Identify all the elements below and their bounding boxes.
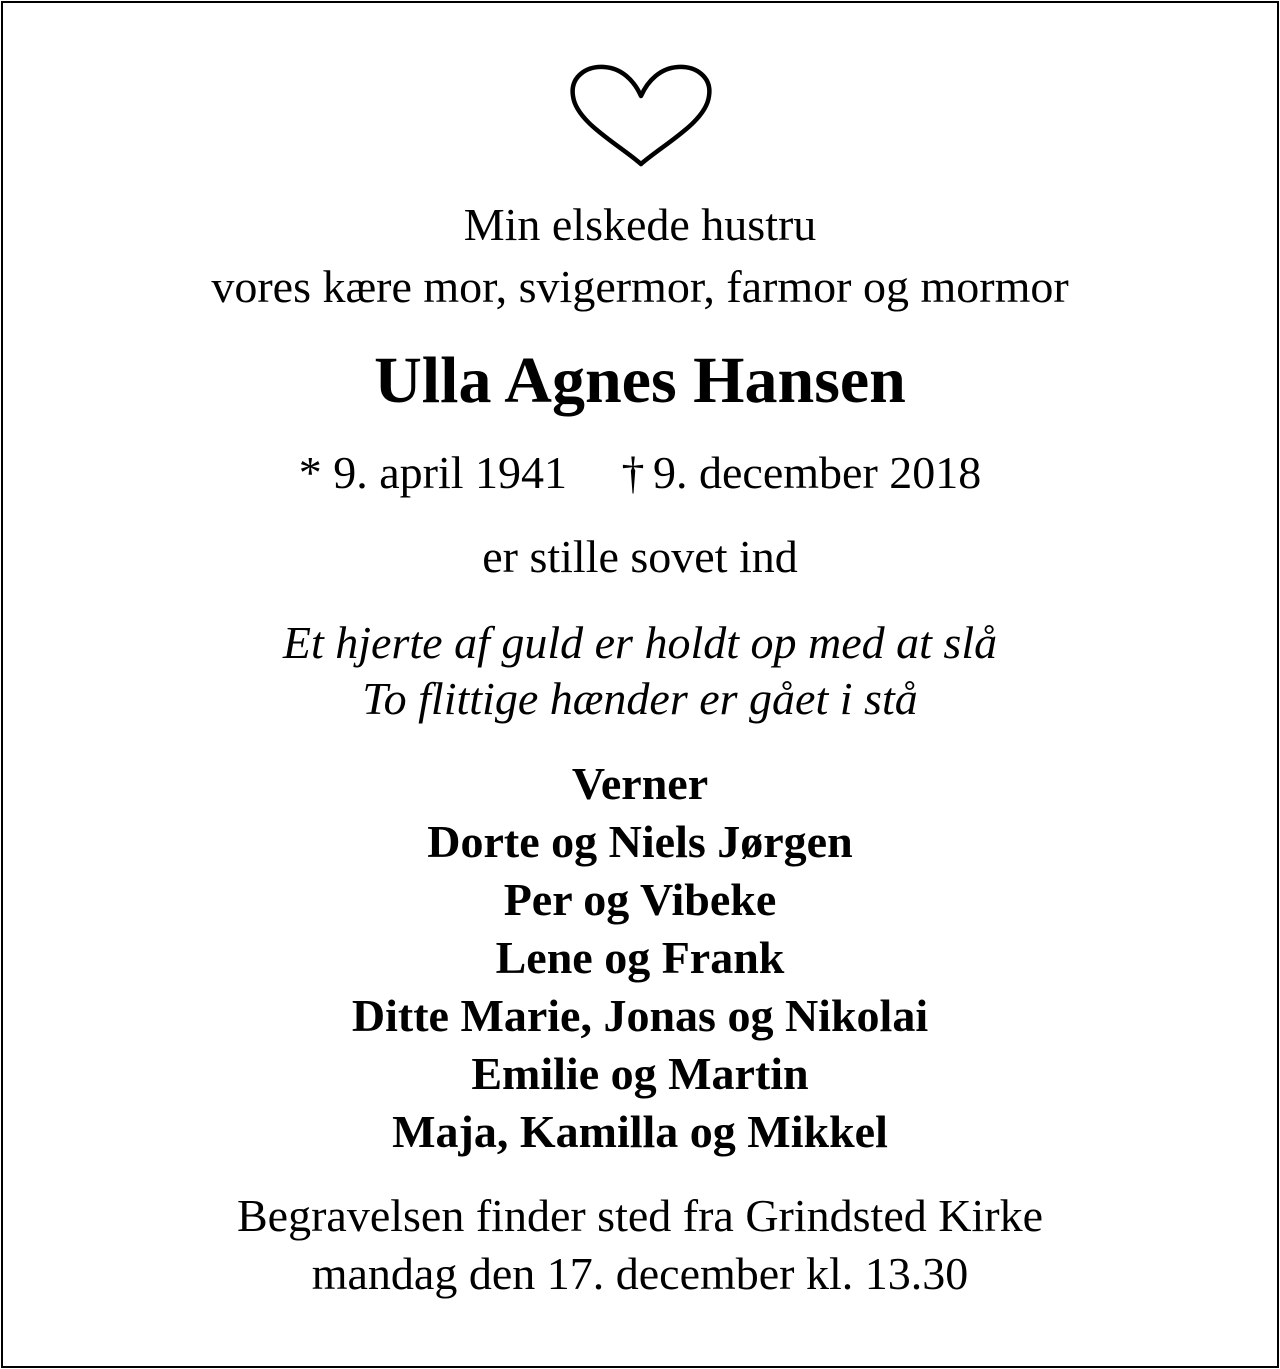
family-line-lene: Lene og Frank — [495, 932, 785, 983]
verse-line-2: To flittige hænder er gået i stå — [362, 673, 918, 724]
family-line-verner: Verner — [571, 758, 709, 809]
intro-line-2: vores kære mor, svigermor, farmor og mormor — [211, 261, 1069, 312]
family-line-ditte: Ditte Marie, Jonas og Nikolai — [351, 990, 929, 1041]
heart-icon — [566, 62, 716, 172]
family-line-per: Per og Vibeke — [503, 874, 777, 925]
family-line-dorte: Dorte og Niels Jørgen — [427, 816, 853, 867]
intro-line-1: Min elskede hustru — [463, 199, 817, 250]
death-date: 9. december 2018 — [653, 447, 982, 498]
family-line-emilie: Emilie og Martin — [471, 1048, 809, 1099]
funeral-location: Begravelsen finder sted fra Grindsted Kirke — [237, 1190, 1043, 1241]
family-line-maja: Maja, Kamilla og Mikkel — [392, 1106, 888, 1157]
life-dates — [0, 447, 1280, 498]
funeral-time: mandag den 17. december kl. 13.30 — [311, 1248, 969, 1299]
birth-date: * 9. april 1941 — [298, 447, 567, 498]
deceased-name: Ulla Agnes Hansen — [374, 344, 906, 417]
verse-line-1: Et hjerte af guld er holdt op med at slå — [282, 617, 998, 668]
cross-icon: † — [621, 447, 645, 498]
passed-text: er stille sovet ind — [482, 531, 798, 582]
